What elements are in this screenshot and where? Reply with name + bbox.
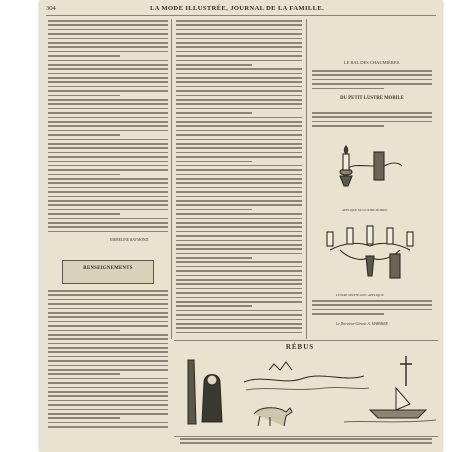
renseignements-banner [62, 260, 154, 284]
left-column-signature: EMMELINE RAYMOND. [110, 238, 149, 242]
text-line [48, 134, 120, 136]
text-line [312, 313, 384, 315]
text-line [48, 112, 168, 114]
text-line [176, 196, 302, 198]
text-line [176, 305, 252, 307]
text-line [48, 187, 168, 189]
text-line [176, 187, 302, 189]
text-line [312, 112, 432, 114]
text-line [312, 309, 432, 311]
text-line [48, 369, 168, 371]
text-line [48, 99, 168, 101]
text-line [176, 200, 302, 202]
text-line [48, 60, 168, 62]
text-line [176, 261, 302, 263]
text-line [48, 218, 168, 220]
text-line [176, 77, 302, 79]
text-line [48, 351, 168, 353]
right-column-closing-text [312, 300, 432, 318]
text-line [48, 38, 168, 40]
text-line [176, 314, 302, 316]
lustre-illustration [320, 220, 420, 290]
text-line [312, 88, 384, 90]
renseignements-title: RENSEIGNEMENTS [83, 266, 133, 271]
lustre-text [312, 112, 432, 130]
text-line [48, 413, 168, 415]
text-line [48, 121, 168, 123]
text-line [48, 81, 168, 83]
text-line [176, 297, 302, 299]
text-line [48, 387, 168, 389]
text-line [48, 200, 168, 202]
text-line [48, 29, 168, 31]
text-line [48, 196, 168, 198]
bal-section-title: LE BAL DES CHAUMIÈRES. [343, 60, 401, 65]
text-line [176, 226, 302, 228]
text-line [48, 382, 168, 384]
text-line [48, 64, 168, 66]
text-line [176, 130, 302, 132]
column-divider-left [171, 19, 172, 339]
text-line [180, 442, 432, 444]
applique-illustration [332, 132, 412, 204]
text-line [48, 226, 168, 228]
text-line [48, 409, 168, 411]
text-line [176, 301, 302, 303]
text-line [48, 147, 168, 149]
text-line [176, 292, 302, 294]
text-line [312, 70, 432, 72]
text-line [48, 178, 168, 180]
text-line [48, 347, 168, 349]
text-line [176, 24, 302, 26]
text-line [176, 95, 302, 97]
rebus-title: RÉBUS [285, 343, 315, 351]
text-line [176, 147, 302, 149]
text-line [48, 231, 168, 233]
text-line [176, 81, 302, 83]
text-column-middle [176, 20, 302, 336]
text-line [48, 330, 120, 332]
director-signature: Le Directeur-Gérant: A. MARMIER. [336, 322, 389, 326]
text-line [48, 77, 168, 79]
text-line [176, 218, 302, 220]
text-line [176, 288, 302, 290]
text-line [176, 235, 302, 237]
text-line [180, 438, 432, 440]
text-line [176, 165, 302, 167]
text-line [48, 191, 168, 193]
text-line [176, 86, 302, 88]
text-line [48, 400, 168, 402]
text-line [312, 304, 432, 306]
text-line [312, 121, 432, 123]
text-line [176, 64, 252, 66]
text-line [312, 300, 432, 302]
text-line [48, 299, 168, 301]
newspaper-sheet [40, 0, 442, 452]
text-line [176, 248, 302, 250]
text-line [48, 182, 168, 184]
text-line [48, 204, 168, 206]
text-line [48, 46, 168, 48]
text-line [176, 125, 302, 127]
text-line [48, 356, 168, 358]
text-line [48, 378, 168, 380]
text-line [48, 73, 168, 75]
text-line [176, 42, 302, 44]
text-line [176, 310, 302, 312]
text-line [48, 42, 168, 44]
text-line [312, 125, 384, 127]
text-line [176, 174, 302, 176]
text-line [176, 257, 252, 259]
text-line [312, 83, 432, 85]
text-line [48, 213, 120, 215]
text-line [48, 209, 168, 211]
text-line [176, 270, 302, 272]
text-line [176, 279, 302, 281]
text-line [176, 46, 302, 48]
text-line [48, 139, 168, 141]
text-line [176, 121, 302, 123]
text-line [48, 395, 168, 397]
text-line [176, 73, 302, 75]
text-line [176, 169, 302, 171]
text-line [176, 319, 302, 321]
text-line [176, 283, 302, 285]
text-line [176, 99, 302, 101]
text-line [48, 108, 168, 110]
text-line [176, 68, 302, 70]
text-line [176, 275, 302, 277]
text-line [48, 90, 168, 92]
text-line [176, 139, 302, 141]
text-line [48, 325, 168, 327]
text-line [176, 33, 302, 35]
text-line [48, 156, 168, 158]
text-column-left [48, 20, 168, 235]
text-line [312, 116, 432, 118]
text-line [48, 365, 168, 367]
renseignements-text [48, 290, 168, 431]
text-line [48, 169, 168, 171]
text-line [176, 51, 302, 53]
rebus-top-rule [174, 340, 438, 341]
text-line [48, 33, 168, 35]
text-line [176, 209, 252, 211]
text-line [176, 29, 302, 31]
text-line [48, 20, 168, 22]
text-line [48, 143, 168, 145]
rebus-caption-text [180, 438, 432, 447]
text-line [176, 178, 302, 180]
text-line [48, 404, 168, 406]
text-line [176, 182, 302, 184]
text-line [48, 373, 120, 375]
text-line [48, 308, 168, 310]
text-line [48, 103, 168, 105]
text-line [176, 38, 302, 40]
text-line [176, 156, 302, 158]
rebus-bottom-rule [174, 436, 438, 437]
applique-caption: APPLIQUE DU LUSTRE MOBILE. [342, 208, 389, 212]
text-line [176, 55, 302, 57]
text-line [48, 117, 168, 119]
text-line [48, 174, 120, 176]
text-line [48, 343, 168, 345]
running-title: LA MODE ILLUSTRÉE, JOURNAL DE LA FAMILLE. [150, 5, 325, 12]
text-line [48, 161, 168, 163]
text-line [48, 165, 168, 167]
text-line [48, 125, 168, 127]
text-line [48, 152, 168, 154]
text-line [48, 294, 168, 296]
text-line [176, 253, 302, 255]
text-line [48, 130, 168, 132]
column-divider-right [306, 19, 307, 339]
text-line [176, 134, 302, 136]
text-line [176, 204, 302, 206]
text-line [48, 312, 168, 314]
text-line [176, 327, 302, 329]
rebus-illustration [174, 352, 438, 434]
text-line [176, 20, 302, 22]
text-line [176, 231, 302, 233]
text-line [48, 417, 120, 419]
lustre-caption: LUSTRE MONTÉ AVEC APPLIQUE. [336, 293, 385, 297]
text-line [48, 68, 168, 70]
text-line [48, 86, 168, 88]
text-line [48, 222, 168, 224]
text-line [48, 316, 168, 318]
text-line [176, 161, 252, 163]
text-line [176, 152, 302, 154]
text-line [176, 103, 302, 105]
text-line [48, 303, 168, 305]
text-line [312, 74, 432, 76]
text-line [176, 60, 302, 62]
text-line [176, 240, 302, 242]
text-line [48, 334, 168, 336]
text-line [48, 55, 120, 57]
text-line [176, 222, 302, 224]
text-line [48, 24, 168, 26]
text-line [176, 191, 302, 193]
text-line [48, 391, 168, 393]
page-number: 304 [46, 5, 56, 12]
text-line [176, 108, 302, 110]
text-line [48, 321, 168, 323]
text-line [176, 213, 302, 215]
text-line [176, 332, 302, 334]
text-line [312, 79, 432, 81]
text-line [48, 95, 120, 97]
text-line [176, 266, 302, 268]
text-line [48, 290, 168, 292]
text-line [176, 117, 302, 119]
text-line [48, 338, 168, 340]
header-rule [46, 15, 436, 16]
text-line [176, 323, 302, 325]
text-line [176, 90, 302, 92]
text-line [48, 51, 168, 53]
text-line [176, 143, 302, 145]
text-line [48, 422, 168, 424]
lustre-section-title: DU PETIT LUSTRE MOBILE [340, 96, 404, 101]
bal-text [312, 70, 432, 92]
text-line [176, 244, 302, 246]
text-line [48, 360, 168, 362]
text-line [176, 112, 252, 114]
text-line [48, 426, 168, 428]
